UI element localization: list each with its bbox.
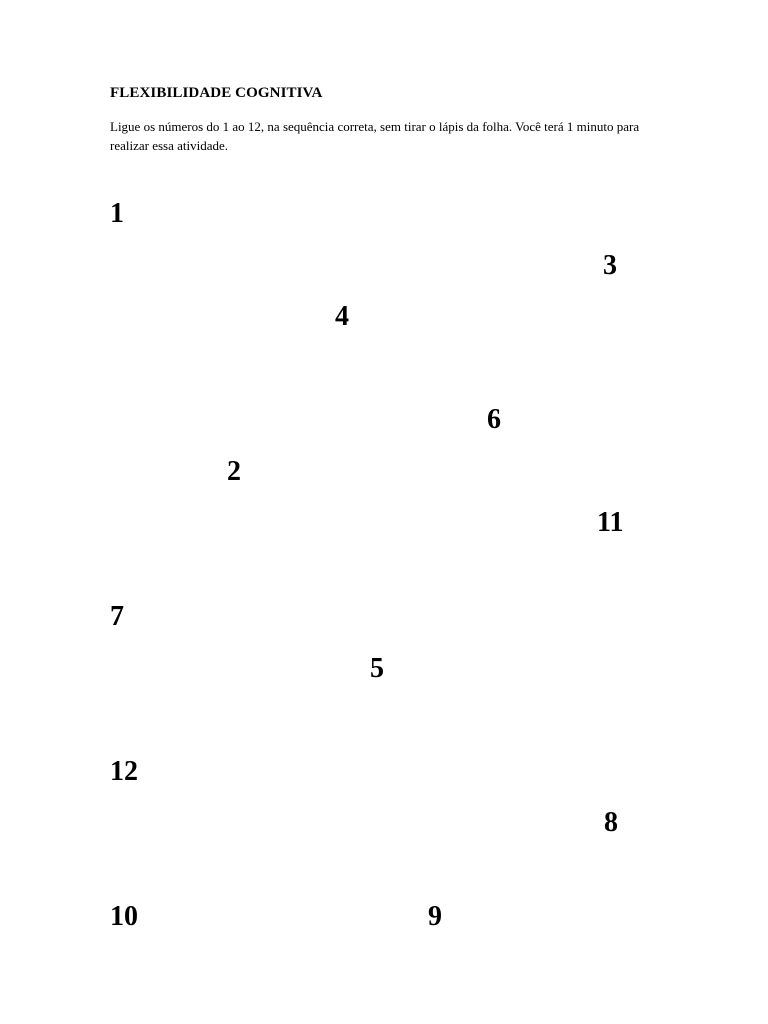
number-6: 6 [487, 404, 501, 435]
number-11: 11 [597, 507, 624, 538]
number-7: 7 [110, 601, 124, 632]
number-2: 2 [227, 456, 241, 487]
number-10: 10 [110, 901, 138, 932]
number-8: 8 [604, 807, 618, 838]
instructions-text: Ligue os números do 1 ao 12, na sequência correta, sem tirar o lápis da folha. Você terá 1 minuto para realizar essa atividade. [110, 119, 640, 153]
number-9: 9 [428, 901, 442, 932]
number-3: 3 [603, 250, 617, 281]
number-5: 5 [370, 653, 384, 684]
number-12: 12 [110, 756, 138, 787]
number-4: 4 [335, 301, 349, 332]
number-1: 1 [110, 198, 124, 229]
page-title: FLEXIBILIDADE COGNITIVA [110, 85, 323, 101]
